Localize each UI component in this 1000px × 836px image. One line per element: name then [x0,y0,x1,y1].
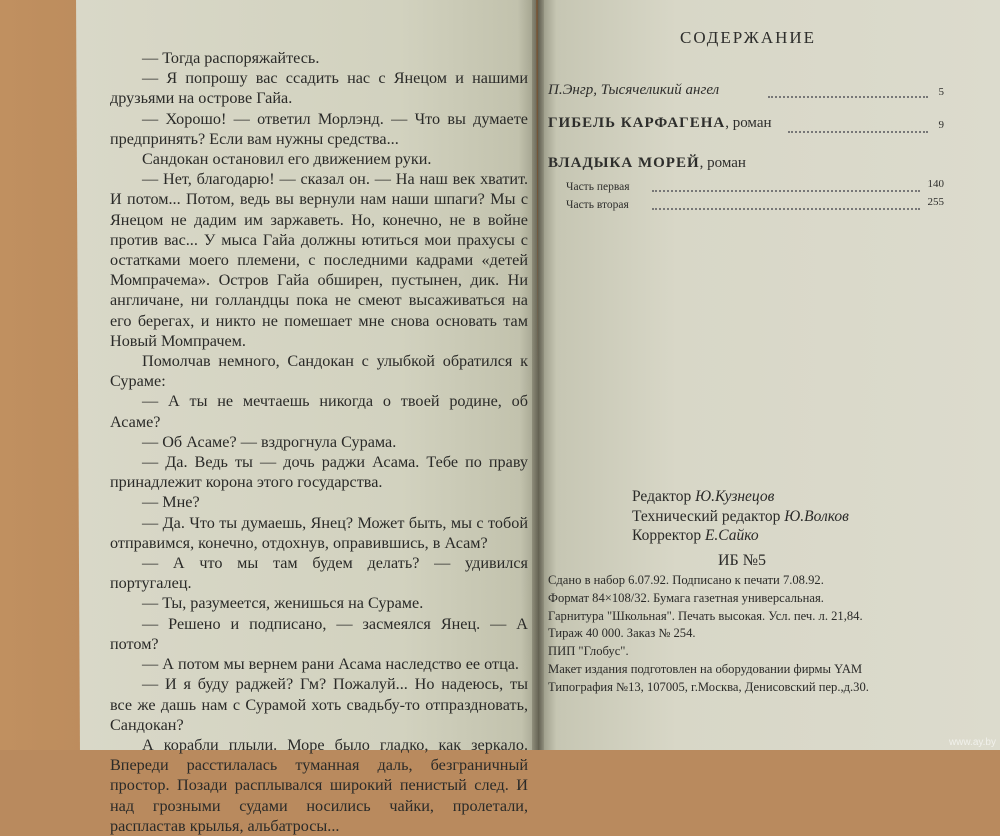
paragraph: А корабли плыли. Море было гладко, как зеркало. Впереди расстилалась туманная даль, безграничный простор. Позади расплывался широкий пенистый след. И над грозными судами носились чайки, пролетали, распластав крылья, альбатросы... [110,735,528,835]
imprint-line: Макет издания подготовлен на оборудовании фирмы YAM [548,661,863,676]
toc-leader [652,190,920,192]
toc-title-rest: , роман [725,115,772,131]
toc-page-number: 9 [938,119,944,131]
paragraph: — Мне? [142,493,200,512]
toc-entry-part-two [566,196,944,214]
paragraph: — Да. Ведь ты — дочь раджи Асама. Тебе по праву принадлежит корона этого государства. [110,453,528,492]
credits [632,487,849,546]
ib-number: ИБ №5 [718,552,767,569]
watermark: www.ay.by [948,737,996,748]
left-page-text [110,48,528,836]
toc-page-number: 255 [927,196,944,208]
toc-leader [768,96,928,98]
toc-title-bold: ГИБЕЛЬ КАРФАГЕНА [548,115,726,131]
imprint-line: Гарнитура "Школьная". Печать высокая. Усл. печ. л. 21,84. [548,608,863,623]
paragraph: — Тогда распоряжайтесь. [142,49,320,67]
toc-title: СОДЕРЖАНИЕ [680,28,817,47]
paragraph: — Об Асаме? — вздрогнула Сурама. [142,432,397,451]
toc-page-number: 5 [938,86,944,98]
paragraph: — Ты, разумеется, женишься на Сураме. [142,594,424,613]
imprint-line: Типография №13, 107005, г.Москва, Денисовский пер.,д.30. [548,679,869,694]
paragraph: — Нет, благодарю! — сказал он. — На наш век хватит. И потом... Потом, ведь вы вернули нам наши шпаги? Мы с Янецом не дадим им заржаветь. Но, конечно, не в войне против вас... У мыса Гайа должны ютиться мои прахусы с остатками моего племени, с последними кадрами «детей Момпрачема». Остров Гайа обширен, пустынен, дик. Ни англичане, ни голландцы пока не смеют высаживаться на его берегах, и никто не помешает мне снова основать там Новый Момпрачем. [110,170,528,350]
toc-label: Часть первая [566,181,630,193]
toc-entry-carthage [548,115,944,137]
toc-entry-sea-lord [548,155,944,177]
paragraph: — А ты не мечтаешь никогда о твоей родине, об Асаме? [110,392,528,431]
imprint-line: ПИП "Глобус". [548,644,629,659]
imprint-line: Формат 84×108/32. Бумага газетная универсальная. [548,590,824,605]
toc-entry-angel [548,82,944,102]
imprint [548,572,869,697]
toc-title-bold: ВЛАДЫКА МОРЕЙ [548,155,700,171]
paragraph: Помолчав немного, Сандокан с улыбкой обратился к Сураме: [110,352,528,391]
paragraph: — Я попрошу вас ссадить нас с Янецом и нашими друзьями на острове Гайа. [110,69,528,108]
toc-leader [652,208,920,210]
credit-editor: Редактор Ю.Кузнецов [632,488,775,505]
book-spine [532,0,544,750]
paragraph: — А потом мы вернем рани Асама наследство ее отца. [142,655,519,674]
toc-leader [788,131,928,133]
toc-label: Часть вторая [566,199,629,211]
credit-proofreader: Корректор Е.Сайко [632,527,759,544]
paragraph: Сандокан остановил его движением руки. [142,150,432,169]
toc-page-number: 140 [927,178,944,190]
paragraph: — И я буду раджей? Гм? Пожалуй... Но надеюсь, ты все же дашь нам с Сурамой хоть свадьбу-то отпраздновать, Сандокан? [110,675,528,734]
paragraph: — Хорошо! — ответил Морлэнд. — Что вы думаете предпринять? Если вам нужны средства... [110,109,528,148]
paragraph: — Решено и подписано, — засмеялся Янец. — А потом? [110,614,528,653]
paragraph: — А что мы там будем делать? — удивился португалец. [110,554,528,593]
imprint-line: Сдано в набор 6.07.92. Подписано к печати 7.08.92. [548,573,824,587]
toc-entry-part-one [566,178,944,196]
toc-title-rest: , роман [699,155,746,171]
imprint-line: Тираж 40 000. Заказ № 254. [548,626,696,641]
credit-tech-editor: Технический редактор Ю.Волков [632,507,849,525]
paragraph: — Да. Что ты думаешь, Янец? Может быть, мы с тобой отправимся, конечно, отдохнув, оправившись, в Асам? [110,513,528,552]
toc-label: П.Энгр, Тысячеликий ангел [548,82,720,98]
